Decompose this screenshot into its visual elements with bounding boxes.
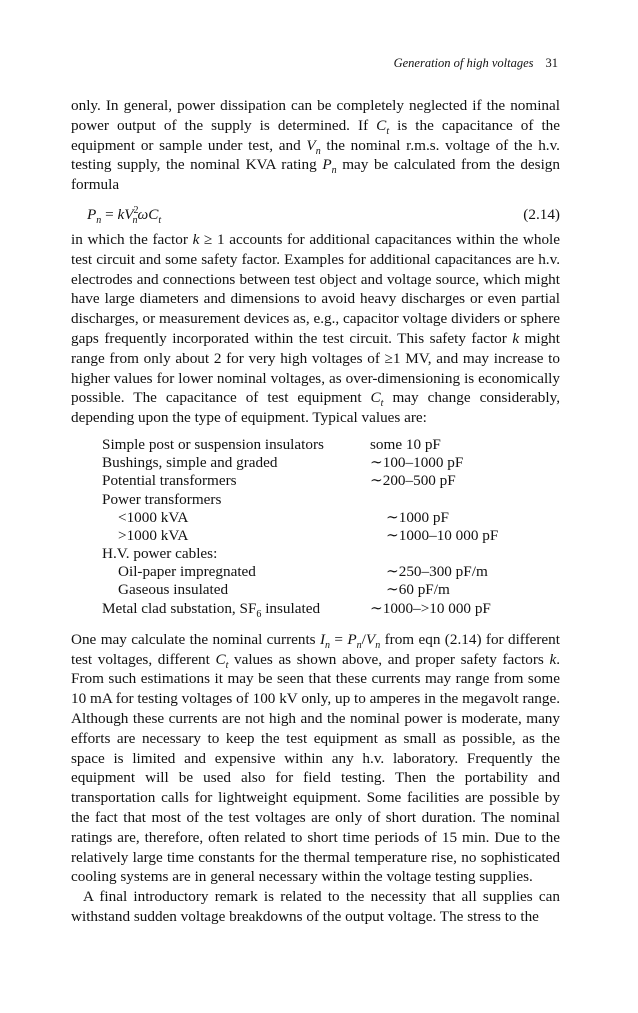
table-row: H.V. power cables:	[102, 545, 218, 563]
table-row: Oil-paper impregnated ∼250–300 pF/m	[118, 563, 488, 581]
table-row: Power transformers	[102, 490, 222, 508]
paragraph-3: One may calculate the nominal currents $I_n = P_n/V_n$ from eqn (2.14) for different test voltages, different $C_t$ values as shown above, and proper safety factors k. From such estimations it may be seen that these currents may range from some 10 mA for testing voltages of 100 kV only, up to amperes in the megavolt range. Although these currents are not high and the nominal power is moderate, many efforts are necessary to keep the test equipment as small as possible, as the space is limited and expensive within any h.v. laboratory. Frequently the equipment will be used also for field testing. Then the portability and transportation calls for lightweight equipment. Some facilities are possible by the fact that most of the test voltages are only of short duration. The nominal ratings are, therefore, often related to short time periods of 15 min. Due to the relatively large time constants for the thermal temperature rise, no sophisticated cooling systems are in general necessary within the voltage testing supplies.	[71, 630, 560, 886]
equation-formula: $P_n = kV^2_n\omega C_t$	[87, 204, 162, 227]
table-row: >1000 kVA ∼1000–10 000 pF	[118, 526, 499, 544]
table-row: Simple post or suspension insulators some 10 pF	[102, 435, 441, 453]
table-row: Metal clad substation, $SF_6$ insulated ∼1000–>10 000 pF	[102, 599, 491, 620]
paragraph-4: A final introductory remark is related to the necessity that all supplies can withstand sudden voltage breakdowns of the output voltage. The stress to the	[71, 888, 560, 925]
table-row: Potential transformers ∼200–500 pF	[102, 472, 456, 490]
table-row: Gaseous insulated ∼60 pF/m	[118, 581, 450, 599]
paragraph-2: in which the factor k ≥ 1 accounts for additional capacitances within the whole test circuit and some safety factor. Examples for additional capacitances are h.v. electrodes and connections between test object and voltage source, which might have large diameters and dimensions to avoid heavy discharges or even partial discharges, or measurement devices as, e.g., capacitor voltage dividers or sphere gaps frequently incorporated within the test circuit. This safety factor k might range from only about 2 for very high voltages of ≥1 MV, and may increase to higher values for lower nominal voltages, as over-dimensioning is economically possible. The capacitance of test equipment $C_t$ may change considerably, depending upon the type of equipment. Typical values are:	[71, 230, 560, 427]
equation-2-14	[71, 202, 560, 228]
paragraph-1: only. In general, power dissipation can be completely neglected if the nominal power output of the supply is determined. If $C_t$ is the capacitance of the equipment or sample under test, and $V_n$ the nominal r.m.s. voltage of the h.v. testing supply, the nominal KVA rating $P_n$ may be calculated from the design formula	[71, 97, 561, 194]
table-row: Bushings, simple and graded ∼100–1000 pF	[102, 454, 464, 472]
page-body	[71, 96, 560, 927]
equation-number: (2.14)	[523, 205, 560, 223]
table-row: <1000 kVA ∼1000 pF	[118, 508, 449, 526]
typical-values-table	[102, 436, 560, 618]
running-header	[394, 56, 558, 71]
page-number: 31	[545, 56, 558, 70]
running-header-title: Generation of high voltages	[393, 56, 534, 70]
